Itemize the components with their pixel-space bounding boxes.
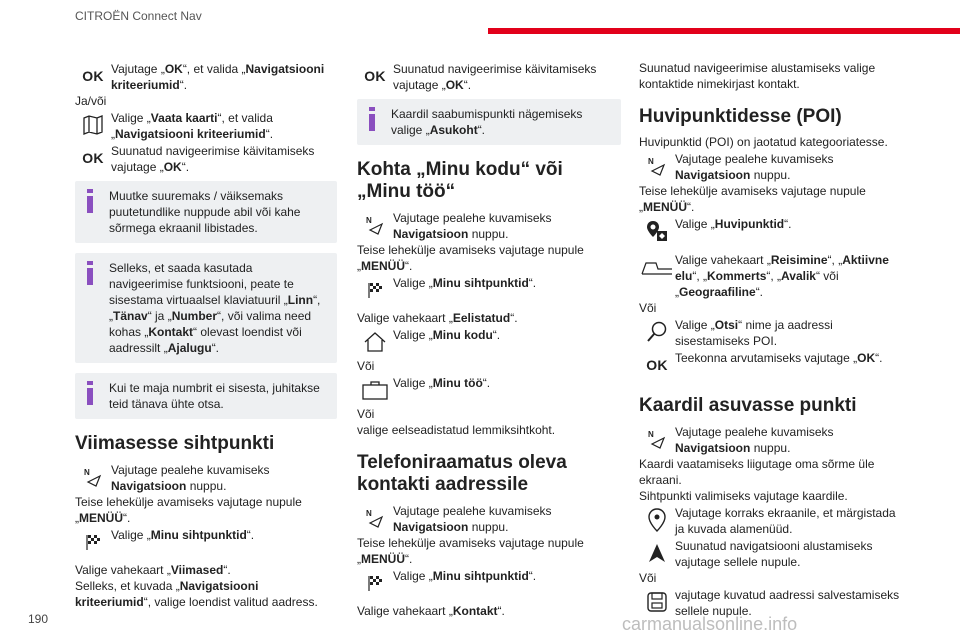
or-text: Või <box>639 571 657 585</box>
step-menu: Teise lehekülje avamiseks vajutage nupule „MENÜÜ“. <box>75 495 302 525</box>
info-icon <box>87 189 93 213</box>
checkered-flag-icon <box>75 526 111 558</box>
step-nav-button: N Vajutage pealehe kuvamiseks Navigatsioon nuppu. <box>357 502 621 535</box>
step-poi-tabs: Valige vahekaart „Reisimine“, „Aktiivne elu“, „Kommerts“, „Avalik“ või „Geograafiline“. <box>639 251 901 300</box>
briefcase-icon <box>357 374 393 406</box>
section-title-home-work: Kohta „Minu kodu“ või „Minu töö“ <box>357 159 563 202</box>
step-select-address: Selleks, et kuvada „Navigatsiooni kriteeriumid“, valige loendist valitud aadress. <box>75 579 318 609</box>
info-note-keyboard: Selleks, et saada kasutada navigeerimise funktsiooni, peate te sisestama virtuaalsel klaviatuuril „Linn“, „Tänav“ ja „Number“, või valima need kohas „Kontakt“ olevast loendist või aadressilt „Ajalugu“. <box>75 253 337 363</box>
step-my-destinations: Valige „Minu sihtpunktid“. <box>357 567 621 599</box>
or-text: Või <box>357 359 375 373</box>
poi-intro-text: Huvipunktid (POI) on jaotatud kategooriatesse. <box>639 135 888 149</box>
svg-text:N: N <box>84 468 90 477</box>
navigation-icon <box>639 423 675 455</box>
header-accent-bar <box>488 28 960 34</box>
home-icon <box>357 326 393 358</box>
ok-icon: OK <box>82 68 104 84</box>
contact-list-text: Suunatud navigeerimise alustamiseks valige kontaktide nimekirjast kontakt. <box>639 61 876 91</box>
section-title-poi: Huvipunktidesse (POI) <box>639 106 842 127</box>
and-or-text: Ja/või <box>75 94 107 108</box>
ok-icon: OK <box>646 357 668 373</box>
info-icon <box>87 381 93 405</box>
step-menu: Teise lehekülje avamiseks vajutage nupule „MENÜÜ“. <box>357 243 584 273</box>
navigation-icon <box>357 502 393 534</box>
step-poi: Valige „Huvipunktid“. <box>639 215 901 247</box>
step-menu: Teise lehekülje avamiseks vajutage nupule „MENÜÜ“. <box>639 184 866 214</box>
step-ok-criteria: OK Vajutage „OK“, et valida „Navigatsiooni kriteeriumid“. <box>75 60 337 93</box>
step-my-destinations: Valige „Minu sihtpunktid“. <box>75 526 337 558</box>
step-start-guidance: OK Suunatud navigeerimise käivitamiseks vajutage „OK“. <box>357 60 621 93</box>
watermark: carmanualsonline.info <box>622 614 798 634</box>
navigation-arrow-icon <box>639 537 675 569</box>
map-select-text: Sihtpunkti valimiseks vajutage kaardile. <box>639 489 848 503</box>
column-2 <box>357 60 621 619</box>
step-menu: Teise lehekülje avamiseks vajutage nupule „MENÜÜ“. <box>357 536 584 566</box>
column-1 <box>75 60 337 610</box>
page-number: 190 <box>28 612 49 626</box>
svg-text:N: N <box>366 509 372 518</box>
map-scroll-text: Kaardi vaatamiseks liigutage oma sõrme üle ekraani. <box>639 457 875 487</box>
info-icon <box>87 261 93 285</box>
ok-icon: OK <box>364 68 386 84</box>
step-preset-favourite: valige eelseadistatud lemmiksihtkoht. <box>357 423 556 437</box>
location-pin-icon <box>639 504 675 536</box>
step-tab-recent: Valige vahekaart „Viimased“. <box>75 563 231 577</box>
svg-text:N: N <box>366 216 372 225</box>
navigation-icon <box>75 461 111 493</box>
section-title-map-point: Kaardil asuvasse punkti <box>639 395 857 416</box>
running-header: CITROËN Connect Nav <box>75 9 202 23</box>
navigation-icon <box>639 150 675 182</box>
step-start-navigation: Suunatud navigatsiooni alustamiseks vajutage sellele nupule. <box>639 537 901 570</box>
step-tab-favourites: Valige vahekaart „Eelistatud“. <box>357 311 518 325</box>
step-nav-button: N Vajutage pealehe kuvamiseks Navigatsioon nuppu. <box>639 150 901 183</box>
info-note-position: Kaardil saabumispunkti nägemiseks valige „Asukoht“. <box>357 99 621 145</box>
info-note-zoom: Muutke suuremaks / väiksemaks puutetundlike nuppude abil või kahe sõrmega ekraanil libistades. <box>75 181 337 243</box>
info-note-house-number: Kui te maja numbrit ei sisesta, juhitakse teid tänava ühte otsa. <box>75 373 337 419</box>
search-icon <box>639 316 675 348</box>
navigation-icon <box>357 209 393 241</box>
step-save-address: vajutage kuvatud aadressi salvestamiseks sellele nupule. <box>639 586 901 619</box>
step-nav-button: N Vajutage pealehe kuvamiseks Navigatsioon nuppu. <box>639 423 901 456</box>
tabs-icon <box>639 251 675 283</box>
svg-text:N: N <box>648 430 654 439</box>
or-text: Või <box>357 407 375 421</box>
svg-text:N: N <box>648 157 654 166</box>
checkered-flag-icon <box>357 274 393 306</box>
section-title-recent: Viimasesse sihtpunkti <box>75 433 275 454</box>
or-text: Või <box>639 301 657 315</box>
step-tab-contact: Valige vahekaart „Kontakt“. <box>357 604 505 618</box>
step-search: Valige „Otsi“ nime ja aadressi sisestamiseks POI. <box>639 316 901 349</box>
ok-icon: OK <box>82 150 104 166</box>
step-nav-button: N Vajutage pealehe kuvamiseks Navigatsioon nuppu. <box>75 461 337 494</box>
info-icon <box>369 107 375 131</box>
poi-icon <box>639 215 675 247</box>
step-my-destinations: Valige „Minu sihtpunktid“. <box>357 274 621 306</box>
section-title-contact: Telefoniraamatus oleva kontakti aadressile <box>357 452 567 495</box>
column-3 <box>639 60 901 619</box>
step-calc-route: OK Teekonna arvutamiseks vajutage „OK“. <box>639 349 901 381</box>
step-view-map: Valige „Vaata kaarti“, et valida „Navigatsiooni kriteeriumid“. <box>75 109 337 142</box>
step-start-guidance: OK Suunatud navigeerimise käivitamiseks vajutage „OK“. <box>75 142 337 175</box>
step-mark-point: Vajutage korraks ekraanile, et märgistada ja kuvada alamenüüd. <box>639 504 901 537</box>
step-nav-button: N Vajutage pealehe kuvamiseks Navigatsioon nuppu. <box>357 209 621 242</box>
step-my-home: Valige „Minu kodu“. <box>357 326 621 358</box>
checkered-flag-icon <box>357 567 393 599</box>
map-icon <box>75 109 111 141</box>
step-my-work: Valige „Minu töö“. <box>357 374 621 406</box>
